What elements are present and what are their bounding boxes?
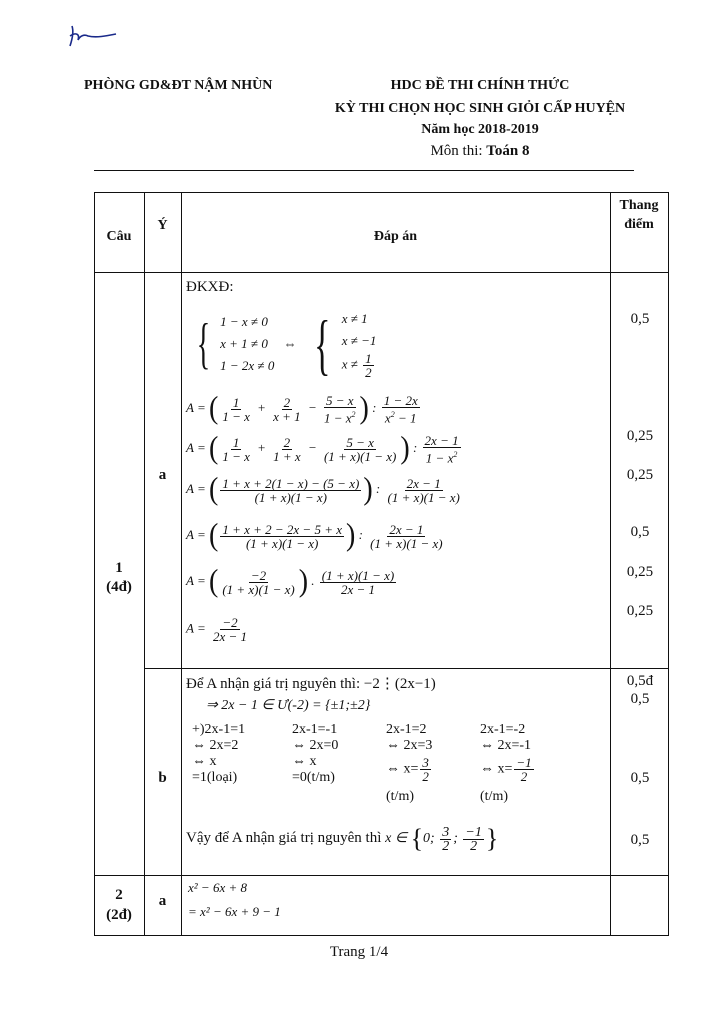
header-y: Ý (157, 218, 168, 233)
header-cau: Câu (106, 229, 132, 244)
q2-line-2: = x² − 6x + 9 − 1 (188, 904, 281, 919)
case-1-x: ⇔ x (192, 754, 217, 769)
case-1-eq: +)2x-1=1 (192, 722, 246, 737)
expr-line-6: A = $\frac{-2}{2x - 1}$ (186, 615, 248, 644)
b-intro: Để A nhận giá trị nguyên thì: −2⋮(2x−1) (186, 676, 436, 692)
q2-number: 2 (115, 887, 123, 903)
doc-type: HDC ĐỀ THI CHÍNH THỨC (390, 78, 570, 93)
case-4-x: ⇔ x= (480, 761, 513, 777)
score-q1a-4: 0,5 (630, 524, 650, 540)
q1-part-a: a (158, 467, 167, 483)
q2-part-a: a (158, 893, 167, 909)
case-3: 2x-1=2 ⇔ 2x=3 ⇔ x= $\frac{3}{2}$ (t/m) (386, 722, 433, 804)
q1-part-b: b (158, 770, 167, 786)
case-3-x: ⇔ x= (386, 761, 419, 777)
case-3-eq: 2x-1=2 (386, 722, 427, 737)
case-1 (192, 722, 245, 786)
org-name: PHÒNG GD&ĐT NẬM NHÙN (84, 78, 273, 93)
score-q1a-5: 0,25 (626, 564, 654, 580)
q2-line-1: x² − 6x + 8 (188, 880, 247, 895)
case-1-step: ⇔ 2x=2 (192, 738, 239, 753)
score-q1b-3: 0,5 (630, 770, 650, 786)
header-rule (94, 170, 634, 171)
dkxd-label: ĐKXĐ: (186, 279, 234, 295)
case-4-eq: 2x-1=-2 (480, 722, 526, 737)
q1-number: 1 (115, 560, 123, 576)
expr-line-1: A = ( $\frac{1}{1 - x}$ + $\frac{2}{x + 1}$ − $\frac{5 - x}{1 - x^2}$ ) : $\frac{1 - 2x}{x^2 - 1}$ (186, 390, 418, 427)
col-border-2 (181, 192, 182, 936)
expr-line-4: A = ( $\frac{1 + x + 2 - 2x - 5 + x}{(1 + x)(1 - x)}$ ) : $\frac{2x - 1}{(1 + x)(1 - x)}$ (186, 517, 443, 554)
expr-line-2: A = ( $\frac{1}{1 - x}$ + $\frac{2}{1 + x}$ − $\frac{5 - x}{(1 + x)(1 - x)}$ ) : $\frac{2x - 1}{1 - x^2}$ (186, 430, 459, 467)
case-4-result: (t/m) (480, 789, 508, 804)
q1-points: (4đ) (106, 579, 132, 595)
score-q1a-3: 0,25 (626, 467, 654, 483)
condition-system: { 1 − x ≠ 0 x + 1 ≠ 0 1 − 2x ≠ 0 ⇔ { x ≠ 1 x ≠ −1 x ≠ $\frac{1}{2}$ (196, 305, 377, 382)
expr-line-3: A = ( $\frac{1 + x + 2(1 - x) - (5 - x)}{(1 + x)(1 - x)}$ ) : $\frac{2x - 1}{(1 + x)(1 - x)}$ (186, 471, 460, 508)
signature-mark (66, 22, 121, 52)
school-year: Năm học 2018-2019 (421, 122, 539, 137)
header-dapan: Đáp án (373, 229, 418, 244)
b-conclusion-text: Vậy để A nhận giá trị nguyên thì (186, 830, 382, 847)
score-q1b-4: 0,5 (630, 832, 650, 848)
case-3-result: (t/m) (386, 789, 414, 804)
b-line2: ⇒ 2x − 1 ∈ Ư(-2) = {±1;±2} (206, 698, 371, 713)
score-q1a-1: 0,5 (630, 311, 650, 327)
subject-value: Toán 8 (486, 143, 530, 159)
expr-line-5: A = ( $\frac{-2}{(1 + x)(1 - x)}$ ) . $\frac{(1 + x)(1 - x)}{2x - 1}$ (186, 563, 395, 600)
subject-line (340, 143, 620, 160)
case-2-eq: 2x-1=-1 (292, 722, 338, 737)
case-3-step: ⇔ 2x=3 (386, 738, 433, 753)
q2-points: (2đ) (106, 907, 132, 923)
q1a-bottom-border (144, 668, 668, 669)
q1b-content (186, 672, 606, 872)
case-4: 2x-1=-2 ⇔ 2x=-1 ⇔ x= $\frac{-1}{2}$ (t/m) (480, 722, 536, 805)
col-border-1 (144, 192, 145, 936)
case-2-step: ⇔ 2x=0 (292, 738, 339, 753)
b-conclusion: Vậy để A nhận giá trị nguyên thì x ∈ {0; $\frac{3}{2}$ ; $\frac{-1}{2}$ } (186, 824, 499, 854)
subject-label: Môn thi: (430, 143, 487, 159)
case-1-result: =1(loại) (192, 770, 238, 785)
case-2-result: =0(t/m) (292, 770, 335, 785)
header-diem: Thang điểm (619, 198, 659, 232)
q1a-content (186, 276, 606, 666)
score-q1b-2: 0,5 (630, 691, 650, 707)
case-2-x: ⇔ x (292, 754, 317, 769)
page-number: Trang 1/4 (329, 944, 389, 960)
case-4-step: ⇔ 2x=-1 (480, 738, 532, 753)
exam-title: KỲ THI CHỌN HỌC SINH GIỎI CẤP HUYỆN (334, 101, 626, 116)
score-q1b-1: 0,5đ (626, 673, 654, 689)
score-q1a-2: 0,25 (626, 428, 654, 444)
score-q1a-6: 0,25 (626, 603, 654, 619)
case-2 (292, 722, 338, 786)
